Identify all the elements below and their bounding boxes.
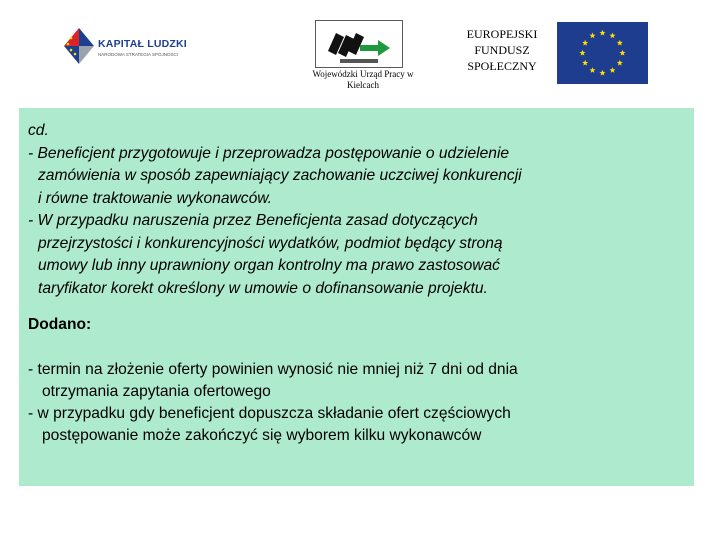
kapital-ludzki-logo: [62, 24, 192, 72]
text-line: umowy lub inny uprawniony organ kontrolny ma prawo zastosować: [38, 257, 500, 274]
efs-label: [448, 26, 556, 74]
wup-caption: Wojewódzki Urząd Pracy w Kielcach: [312, 69, 414, 90]
text-line: przejrzystości i konkurencyjności wydatków, podmiot będący stroną: [38, 234, 503, 252]
paragraph-1: [28, 120, 522, 300]
dodano-heading: Dodano:: [28, 316, 92, 333]
efs-line-2: FUNDUSZ: [474, 43, 530, 57]
text-line: - W przypadku naruszenia przez Beneficjenta zasad dotyczących: [28, 212, 478, 229]
text-line: postępowanie może zakończyć się wyborem kilku wykonawców: [42, 427, 482, 444]
text-line: taryfikator korekt określony w umowie o dofinansowanie projektu.: [38, 279, 488, 297]
eu-flag-icon: [557, 22, 648, 84]
text-line: zamówienia w sposób zapewniający zachowanie uczciwej konkurencji: [38, 167, 522, 184]
paragraph-2: [28, 359, 518, 447]
efs-line-3: SPOŁECZNY: [467, 59, 537, 73]
text-line: otrzymania zapytania ofertowego: [42, 383, 271, 400]
kapital-ludzki-subtitle: NARODOWA STRATEGIA SPÓJNOŚCI: [98, 52, 179, 57]
text-line: cd.: [28, 122, 49, 139]
text-line: - w przypadku gdy beneficjent dopuszcza składanie ofert częściowych: [28, 405, 511, 422]
wup-logo: [315, 20, 403, 68]
wup-emblem-icon: [316, 21, 402, 67]
text-line: - termin na złożenie oferty powinien wynosić nie mniej niż 7 dni od dnia: [28, 361, 518, 378]
efs-line-1: EUROPEJSKI: [466, 27, 538, 41]
kapital-ludzki-title: KAPITAŁ LUDZKI: [98, 38, 187, 50]
kapital-ludzki-emblem-icon: [62, 24, 96, 68]
text-line: i równe traktowanie wykonawców.: [38, 189, 273, 207]
text-line: - Beneficjent przygotowuje i przeprowadza postępowanie o udzielenie: [28, 144, 510, 162]
